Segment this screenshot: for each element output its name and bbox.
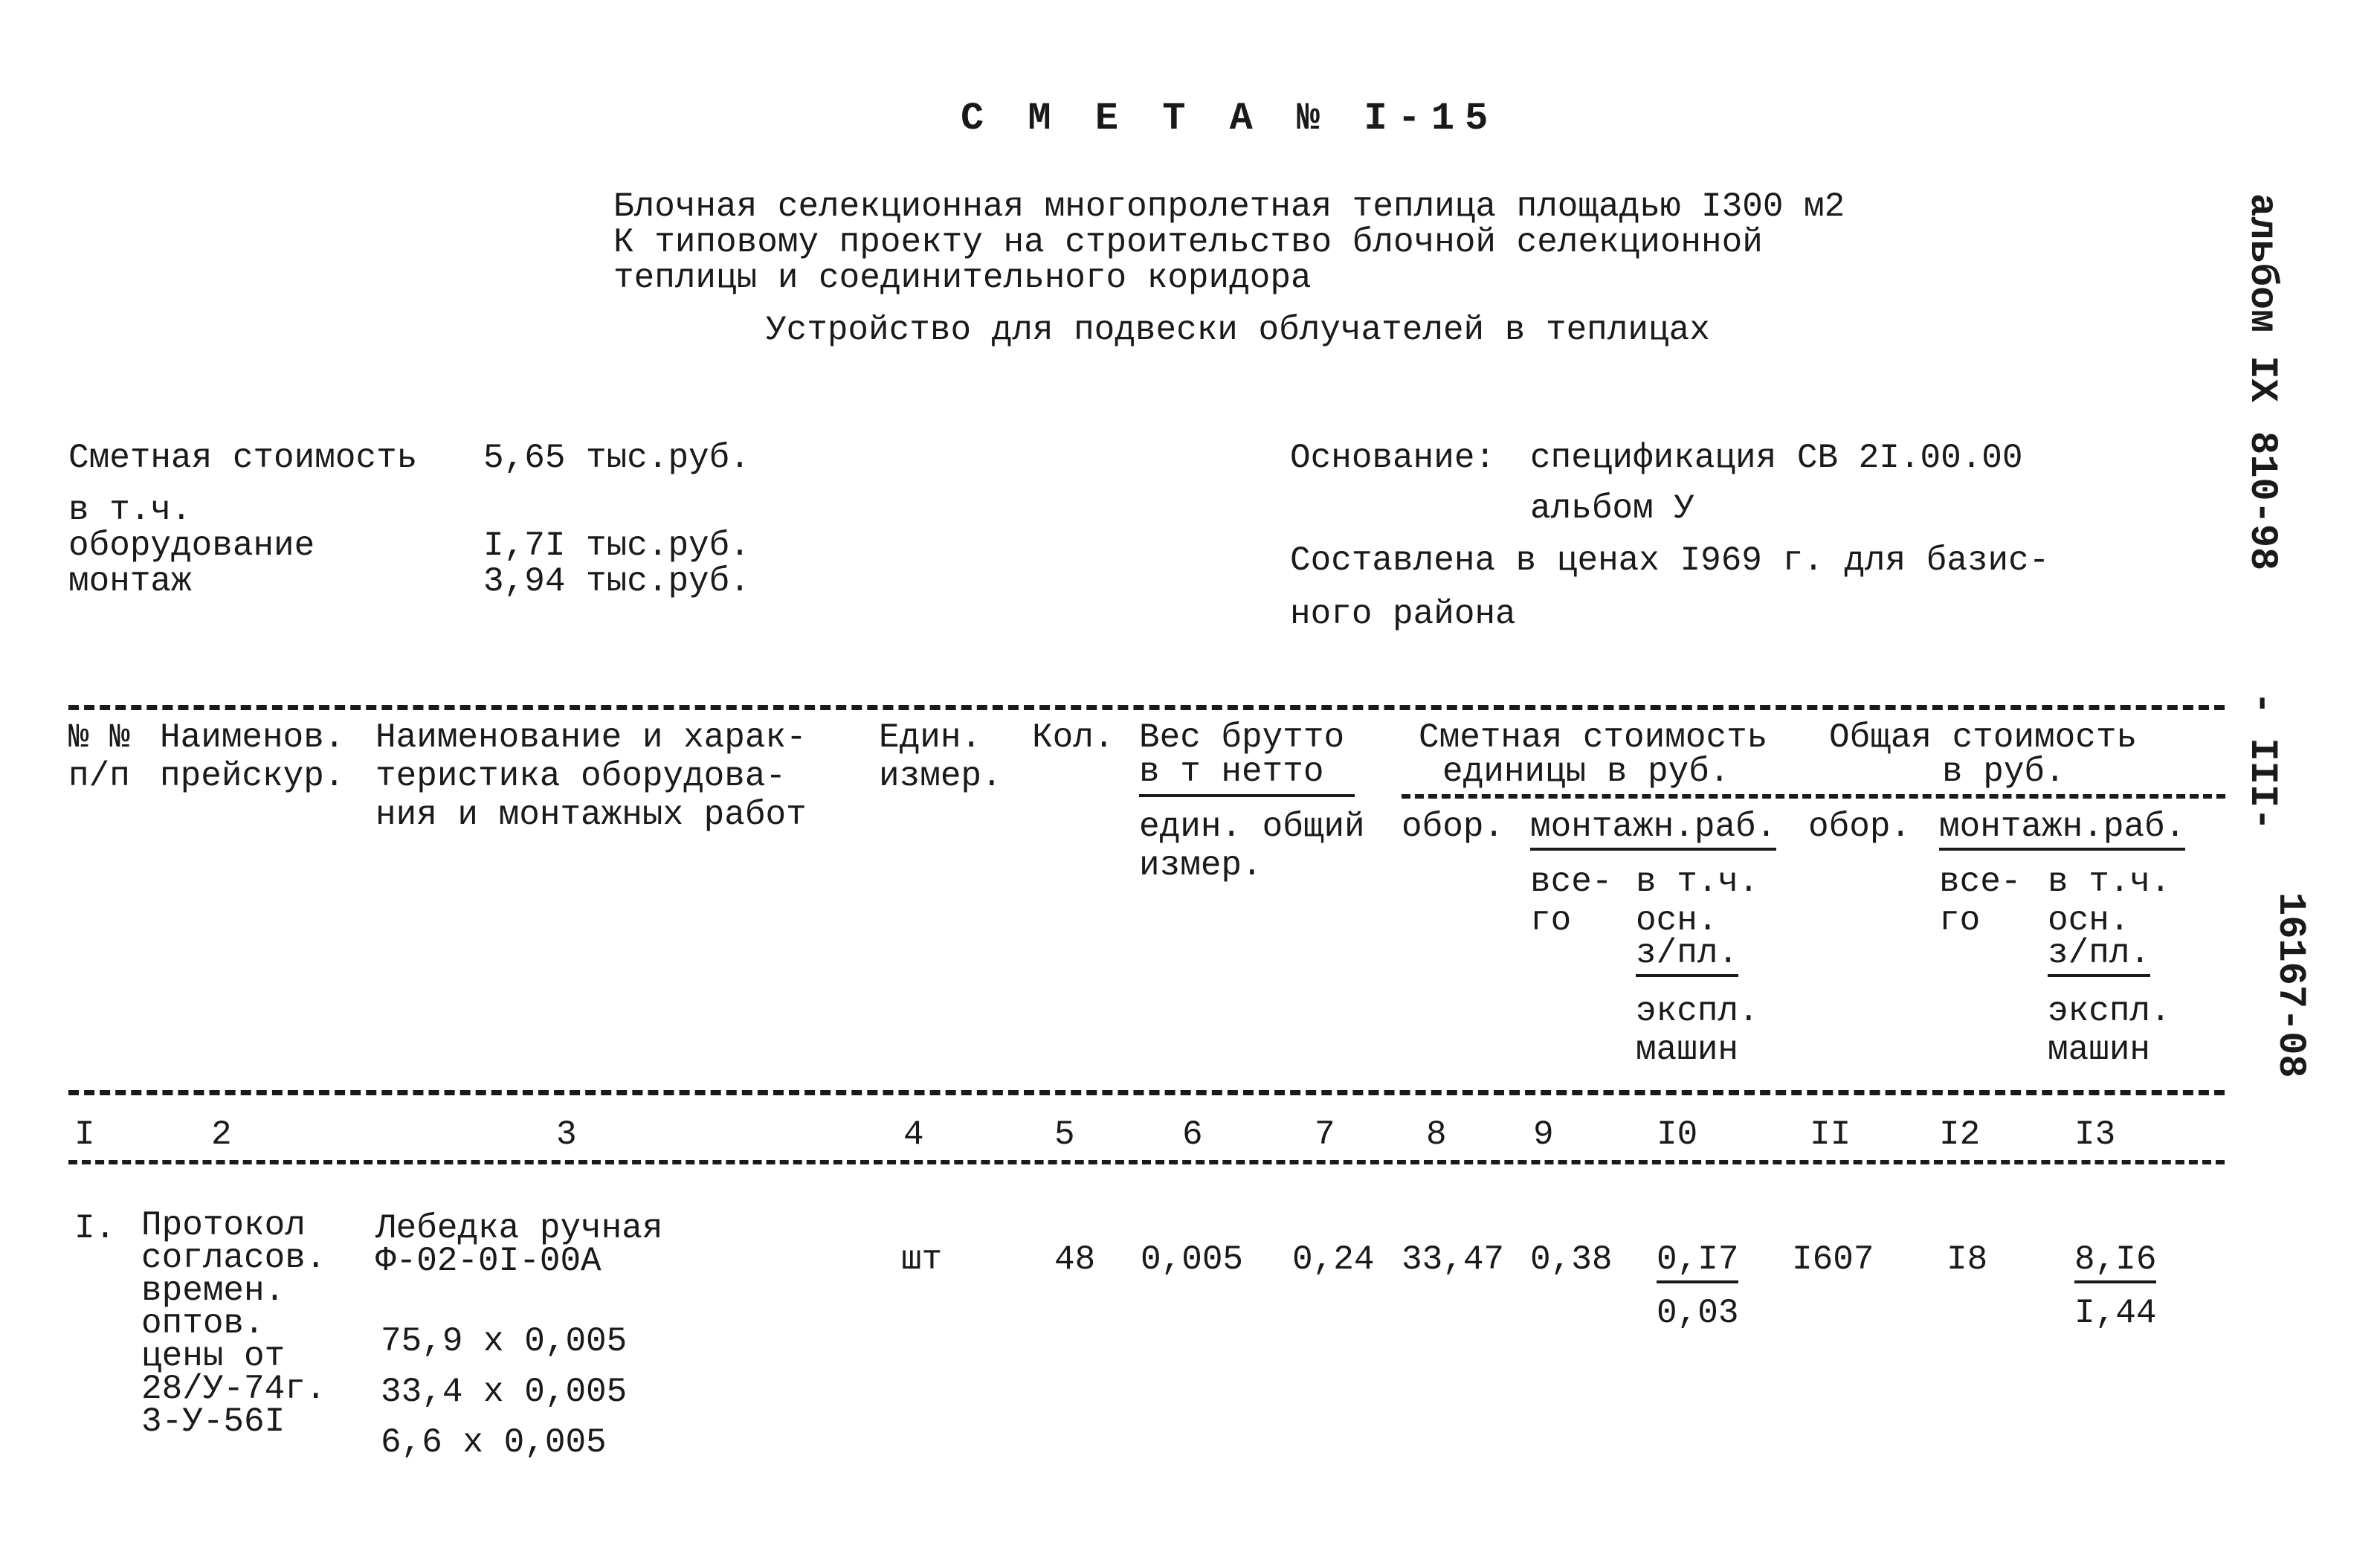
row1-name-2: Ф-02-0I-00А bbox=[375, 1242, 602, 1280]
row1-unit-obor: 33,47 bbox=[1402, 1240, 1505, 1279]
header-total-ekspl: экспл. машин bbox=[2048, 992, 2171, 1069]
row1-calc-2: 33,4 x 0,005 bbox=[381, 1373, 628, 1411]
colnum-2: 2 bbox=[211, 1115, 232, 1154]
row1-calc-3: 6,6 x 0,005 bbox=[381, 1423, 607, 1462]
header-unit-ekspl: экспл. машин bbox=[1636, 992, 1759, 1069]
mount-value: 3,94 тыс.руб. bbox=[483, 562, 750, 601]
incl-label: в т.ч. bbox=[68, 491, 192, 529]
side-album-label: альбом IX bbox=[2240, 193, 2284, 402]
header-weight-top2: в т нетто bbox=[1139, 753, 1324, 791]
mount-label: монтаж bbox=[68, 562, 192, 601]
header-unit-cost-top1: Сметная стоимость bbox=[1419, 718, 1768, 757]
header-col-qty: Кол. bbox=[1032, 718, 1115, 757]
row1-total-zpl: 8,I6 bbox=[2074, 1240, 2156, 1283]
header-total-mont: монтажн.раб. bbox=[1939, 808, 2185, 851]
colnum-13: I3 bbox=[2074, 1115, 2116, 1154]
header-total-cost-top1: Общая стоимость bbox=[1829, 718, 2138, 757]
header-col-name: Наименование и харак- теристика оборудова- ния и монтажных работ bbox=[375, 718, 807, 834]
subtitle-line-3: теплицы и соединительного коридора bbox=[613, 259, 1312, 297]
cost-label: Сметная стоимость bbox=[68, 439, 418, 477]
row1-total-vsego: I8 bbox=[1947, 1240, 1988, 1279]
document-title: С М Е Т А № I-15 bbox=[961, 97, 1499, 141]
header-col-unit: Един. измер. bbox=[879, 718, 1002, 796]
row1-num: I. bbox=[74, 1209, 116, 1248]
row1-unit-ekspl: 0,03 bbox=[1657, 1294, 1739, 1332]
compiled-line-1: Составлена в ценах I969 г. для базис- bbox=[1290, 541, 2050, 580]
row1-unit-zpl: 0,I7 bbox=[1657, 1240, 1738, 1283]
row1-name-1: Лебедка ручная bbox=[375, 1209, 663, 1248]
header-unit-cost-top2: единицы в руб. bbox=[1442, 753, 1730, 791]
header-col-num: № № п/п bbox=[68, 718, 130, 796]
subtitle-line-2: К типовому проекту на строительство блочной селекционной bbox=[613, 223, 1763, 262]
subtitle-line-1: Блочная селекционная многопролетная теплица площадью I300 м2 bbox=[613, 187, 1845, 226]
section-title: Устройство для подвески облучателей в теплицах bbox=[766, 311, 1710, 349]
colnum-10: I0 bbox=[1657, 1115, 1698, 1154]
table-top-rule bbox=[68, 705, 2225, 710]
header-total-obor: обор. bbox=[1808, 808, 1912, 846]
header-unit-vtch: в т.ч. осн. bbox=[1636, 863, 1759, 940]
colnum-8: 8 bbox=[1426, 1115, 1447, 1154]
row1-weight-unit: 0,005 bbox=[1141, 1240, 1244, 1279]
weight-underline bbox=[1139, 794, 1355, 797]
equipment-label: оборудование bbox=[68, 526, 315, 565]
header-unit-zpl: з/пл. bbox=[1636, 934, 1738, 977]
colnum-6: 6 bbox=[1182, 1115, 1203, 1154]
colnum-3: 3 bbox=[556, 1115, 577, 1154]
header-weight-sub: един. общий измер. bbox=[1139, 808, 1365, 885]
side-code-3: 16167-08 bbox=[2268, 892, 2312, 1078]
header-unit-mont: монтажн.раб. bbox=[1530, 808, 1776, 851]
row1-unit-vsego: 0,38 bbox=[1530, 1240, 1613, 1279]
basis-label: Основание: bbox=[1290, 439, 1496, 477]
header-total-vsego: все- го bbox=[1939, 863, 2022, 940]
colnum-4: 4 bbox=[903, 1115, 924, 1154]
row1-weight-total: 0,24 bbox=[1292, 1240, 1375, 1279]
side-code-1: 810-98 bbox=[2240, 431, 2284, 571]
colnum-5: 5 bbox=[1054, 1115, 1075, 1154]
colnum-7: 7 bbox=[1315, 1115, 1335, 1154]
colnum-12: I2 bbox=[1939, 1115, 1981, 1154]
header-weight-top1: Вес брутто bbox=[1139, 718, 1345, 757]
row1-calc-1: 75,9 x 0,005 bbox=[381, 1322, 628, 1361]
side-code-2: - III- bbox=[2240, 692, 2284, 831]
colnum-11: II bbox=[1810, 1115, 1851, 1154]
row1-unit: шт bbox=[901, 1240, 943, 1279]
row1-total-ekspl: I,44 bbox=[2074, 1294, 2157, 1332]
row1-qty: 48 bbox=[1054, 1240, 1096, 1279]
colnum-rule bbox=[68, 1160, 2225, 1164]
row1-total-obor: I607 bbox=[1792, 1240, 1874, 1279]
header-unit-obor: обор. bbox=[1402, 808, 1505, 846]
header-total-cost-top2: в руб. bbox=[1942, 753, 2065, 791]
header-bottom-rule bbox=[68, 1090, 2225, 1095]
header-unit-vsego: все- го bbox=[1530, 863, 1613, 940]
header-total-vtch: в т.ч. осн. bbox=[2048, 863, 2171, 940]
basis-value-2: альбом У bbox=[1530, 489, 1694, 528]
colnum-9: 9 bbox=[1533, 1115, 1554, 1154]
equipment-value: I,7I тыс.руб. bbox=[483, 526, 750, 565]
cost-value: 5,65 тыс.руб. bbox=[483, 439, 750, 477]
cost-group-rule bbox=[1402, 794, 2225, 799]
header-col-pricelist: Наименов. прейскур. bbox=[160, 718, 345, 796]
colnum-1: I bbox=[74, 1115, 95, 1154]
compiled-line-2: ного района bbox=[1290, 595, 1516, 634]
header-total-zpl: з/пл. bbox=[2048, 934, 2150, 977]
row1-pricelist: Протокол согласов. времен. оптов. цены от 28/У-74г. 3-У-56I bbox=[141, 1206, 326, 1441]
basis-value-1: спецификация СВ 2I.00.00 bbox=[1530, 439, 2023, 477]
